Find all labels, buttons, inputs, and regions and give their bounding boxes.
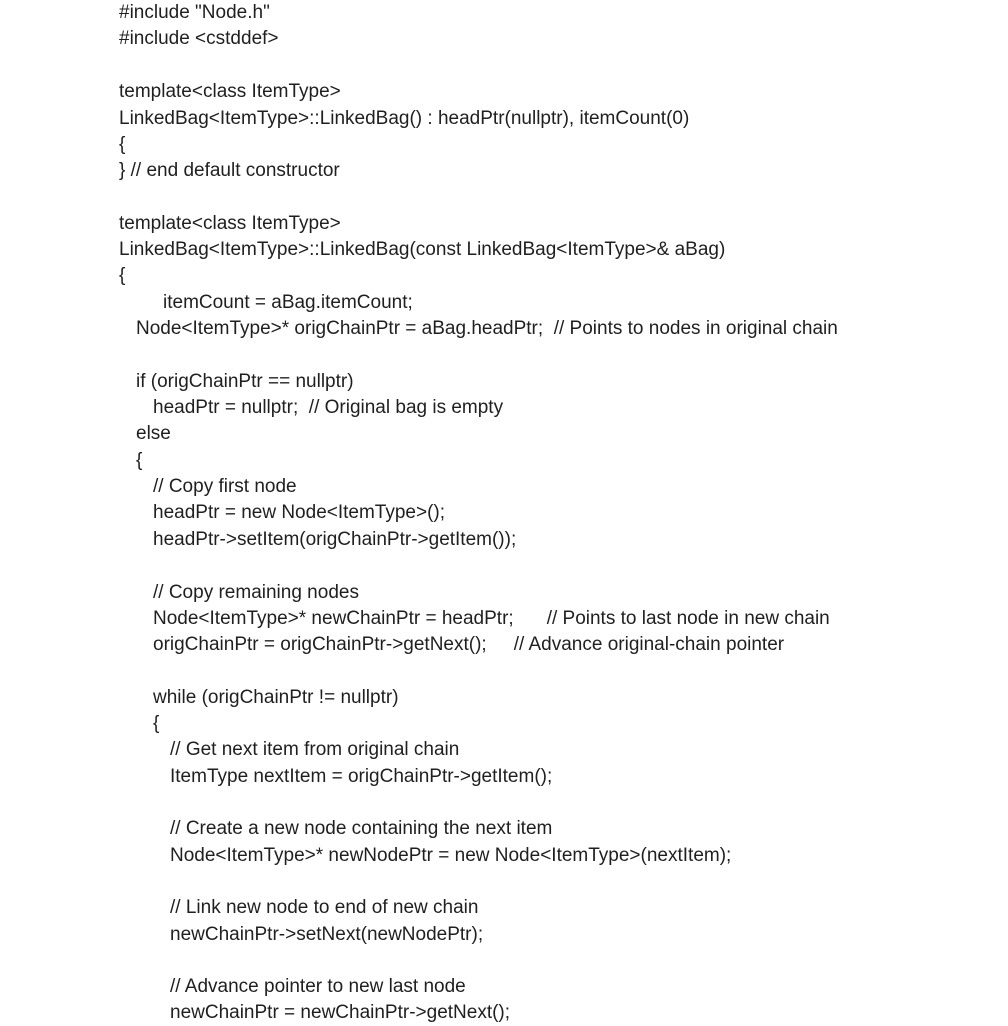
inline-comment: // Points to last node in new chain — [546, 608, 830, 629]
head-ptr-set-item-line: headPtr->setItem(origChainPtr->getItem()); — [153, 529, 517, 550]
open-brace-line: { — [119, 265, 126, 286]
head-ptr-null-line: headPtr = nullptr; // Original bag is empty — [153, 397, 504, 418]
comment-line: // Advance pointer to new last node — [170, 976, 466, 997]
else-line: else — [136, 423, 171, 444]
include-node-line: #include "Node.h" — [119, 2, 270, 23]
head-ptr-new-node-line: headPtr = new Node<ItemType>(); — [153, 502, 446, 523]
comment-line: // Link new node to end of new chain — [170, 897, 479, 918]
template-declaration-line: template<class ItemType> — [119, 213, 341, 234]
include-cstddef-line: #include <cstddef> — [119, 28, 279, 49]
if-null-check-line: if (origChainPtr == nullptr) — [136, 371, 354, 392]
item-count-assignment-line: itemCount = aBag.itemCount; — [163, 292, 413, 313]
inline-comment: // Advance original-chain pointer — [513, 634, 785, 655]
advance-new-chain-line: newChainPtr = newChainPtr->getNext(); — [170, 1002, 511, 1023]
code-part: origChainPtr = origChainPtr->getNext(); — [153, 634, 487, 655]
set-next-line: newChainPtr->setNext(newNodePtr); — [170, 924, 484, 945]
template-declaration-line: template<class ItemType> — [119, 81, 341, 102]
comment-line: // Create a new node containing the next item — [170, 818, 553, 839]
comment-line: // Copy first node — [153, 476, 297, 497]
while-loop-line: while (origChainPtr != nullptr) — [153, 687, 399, 708]
open-brace-line: { — [153, 713, 160, 734]
open-brace-line: { — [119, 134, 126, 155]
comment-line: // Get next item from original chain — [170, 739, 460, 760]
code-part: Node<ItemType>* newChainPtr = headPtr; — [153, 608, 514, 629]
orig-chain-ptr-line: Node<ItemType>* origChainPtr = aBag.headPtr; // Points to nodes in original chain — [136, 318, 838, 339]
advance-orig-chain-line — [153, 632, 784, 658]
copy-constructor-signature: LinkedBag<ItemType>::LinkedBag(const LinkedBag<ItemType>& aBag) — [119, 239, 726, 260]
comment-line: // Copy remaining nodes — [153, 582, 359, 603]
new-chain-ptr-line — [153, 606, 830, 632]
default-constructor-signature: LinkedBag<ItemType>::LinkedBag() : headPtr(nullptr), itemCount(0) — [119, 108, 690, 129]
end-default-constructor-line: } // end default constructor — [119, 160, 340, 181]
open-brace-line: { — [136, 450, 143, 471]
new-node-ptr-line: Node<ItemType>* newNodePtr = new Node<ItemType>(nextItem); — [170, 845, 732, 866]
next-item-line: ItemType nextItem = origChainPtr->getItem(); — [170, 766, 553, 787]
